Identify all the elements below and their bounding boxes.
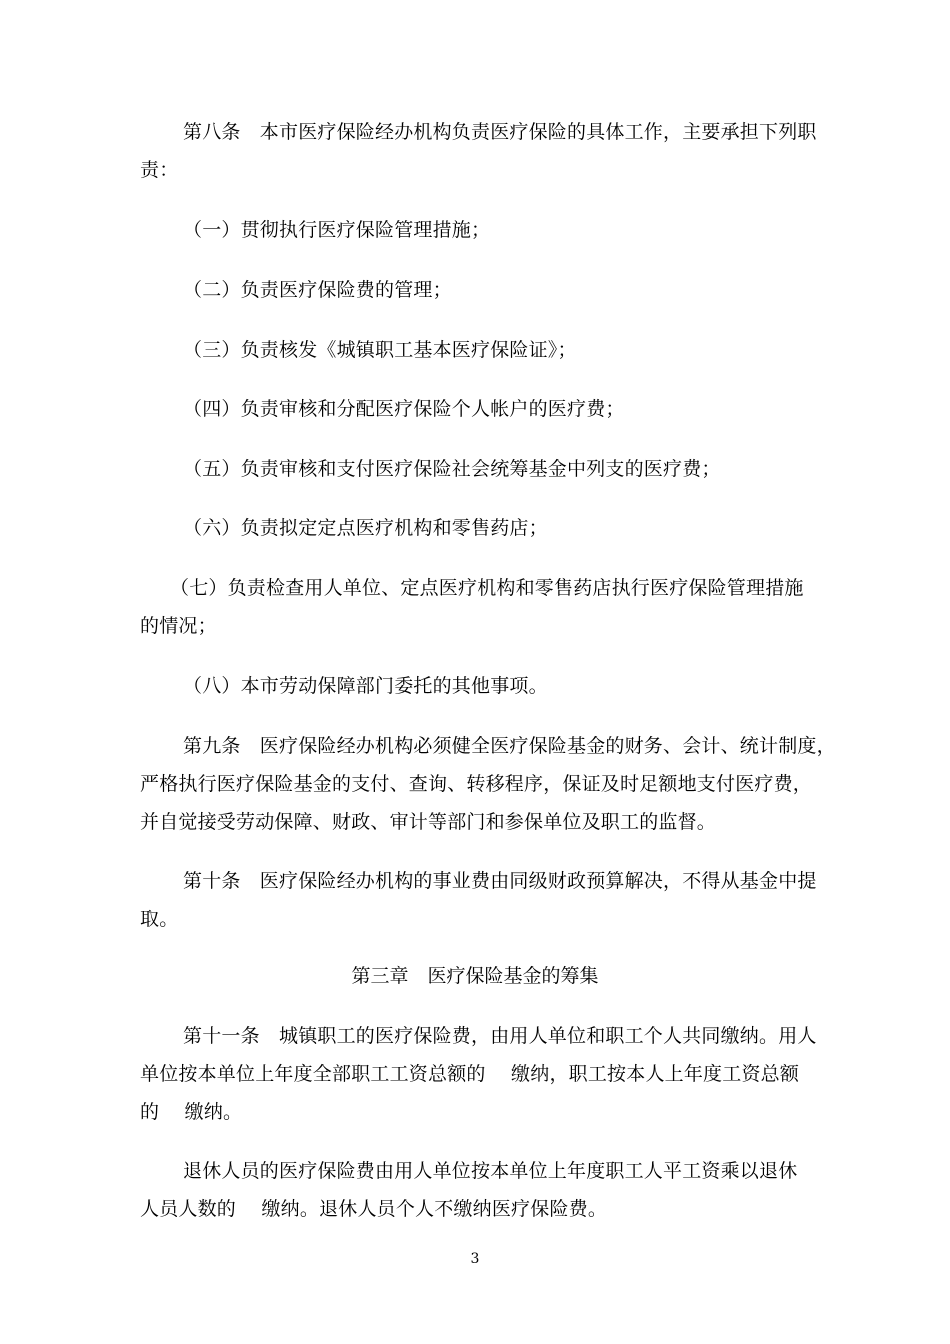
article-11-line-2: 单位按本单位上年度全部职工工资总额的 缴纳，职工按本人上年度工资总额: [140, 1063, 800, 1085]
article-8-line-2: 责：: [140, 159, 179, 181]
duty-item-4: （四）负责审核和分配医疗保险个人帐户的医疗费；: [183, 398, 625, 420]
article-8-line-1: 第八条 本市医疗保险经办机构负责医疗保险的具体工作，主要承担下列职: [183, 121, 817, 143]
duty-item-5: （五）负责审核和支付医疗保险社会统筹基金中列支的医疗费；: [183, 458, 721, 480]
duty-item-2: （二）负责医疗保险费的管理；: [183, 279, 452, 301]
article-9-line-3: 并自觉接受劳动保障、财政、审计等部门和参保单位及职工的监督。: [140, 811, 717, 833]
chapter-3-title: 第三章 医疗保险基金的筹集: [351, 965, 599, 987]
retiree-line-1: 退休人员的医疗保险费由用人单位按本单位上年度职工人平工资乘以退休: [183, 1160, 798, 1182]
duty-item-1: （一）贯彻执行医疗保险管理措施；: [183, 219, 491, 241]
duty-item-7-line-1: （七）负责检查用人单位、定点医疗机构和零售药店执行医疗保险管理措施: [170, 577, 804, 599]
article-9-line-2: 严格执行医疗保险基金的支付、查询、转移程序，保证及时足额地支付医疗费，: [140, 773, 813, 795]
page-number: 3: [470, 1251, 480, 1267]
duty-item-3: （三）负责核发《城镇职工基本医疗保险证》；: [183, 339, 577, 361]
article-11-line-1: 第十一条 城镇职工的医疗保险费，由用人单位和职工个人共同缴纳。用人: [183, 1025, 817, 1047]
duty-item-7-line-2: 的情况；: [140, 615, 217, 637]
duty-item-6: （六）负责拟定定点医疗机构和零售药店；: [183, 517, 548, 539]
duty-item-8: （八）本市劳动保障部门委托的其他事项。: [183, 675, 548, 697]
article-9-line-1: 第九条 医疗保险经办机构必须健全医疗保险基金的财务、会计、统计制度，: [183, 735, 836, 757]
article-11-line-3: 的 缴纳。: [140, 1101, 243, 1123]
retiree-line-2: 人员人数的 缴纳。退休人员个人不缴纳医疗保险费。: [140, 1198, 608, 1220]
article-10-line-2: 取。: [140, 908, 179, 930]
article-10-line-1: 第十条 医疗保险经办机构的事业费由同级财政预算解决，不得从基金中提: [183, 870, 817, 892]
